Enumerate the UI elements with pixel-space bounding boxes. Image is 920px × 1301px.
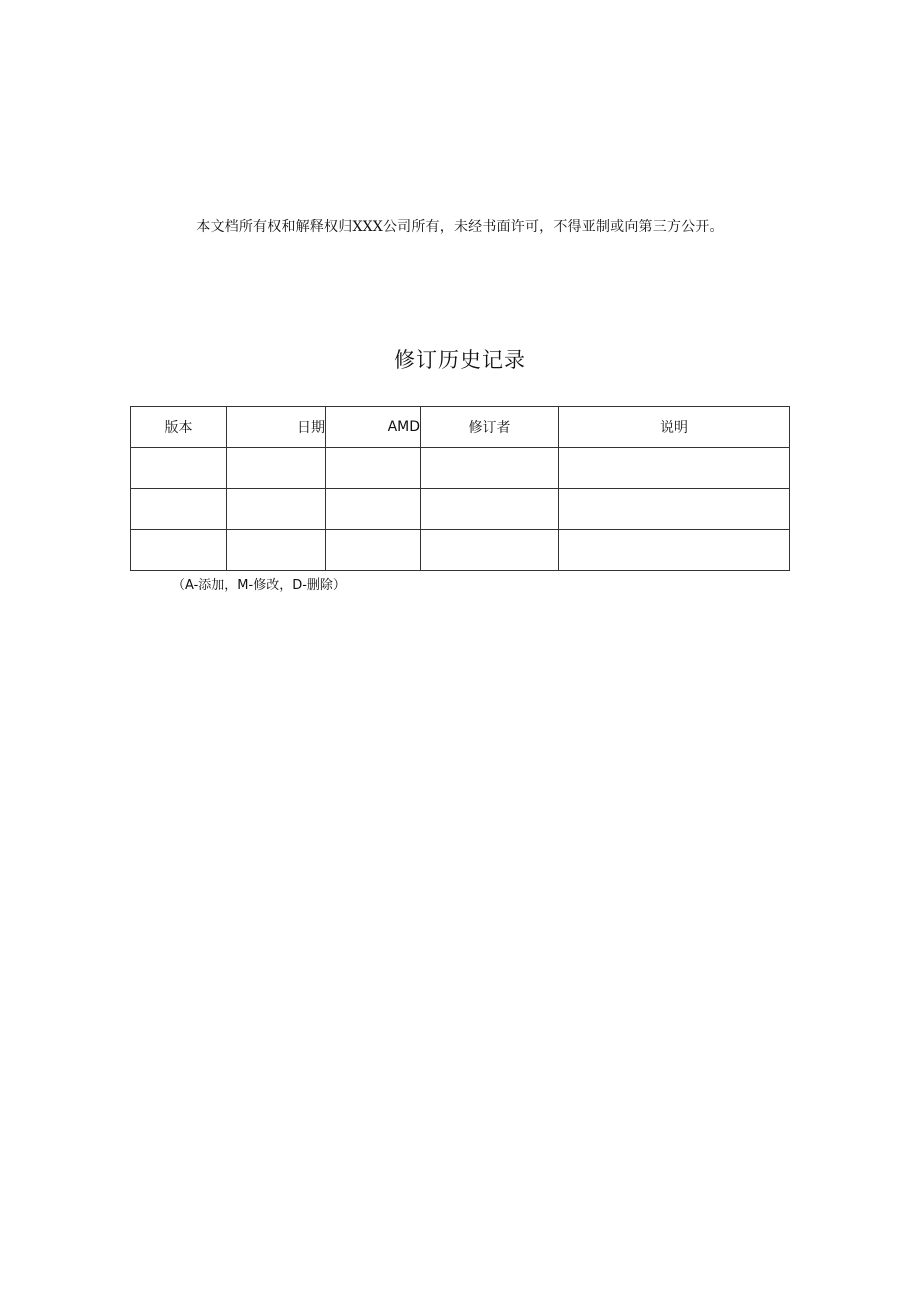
table-row	[131, 530, 790, 571]
table-cell	[421, 448, 559, 489]
table-row	[131, 448, 790, 489]
table-cell	[131, 530, 227, 571]
header-description: 说明	[559, 407, 790, 448]
table-cell	[227, 448, 326, 489]
header-amd: AMD	[326, 407, 421, 448]
table-cell	[326, 489, 421, 530]
table-cell	[326, 530, 421, 571]
header-date: 日期	[227, 407, 326, 448]
table-row	[131, 489, 790, 530]
table-cell	[559, 530, 790, 571]
table-cell	[559, 448, 790, 489]
revision-history-table	[130, 406, 790, 571]
legend-note: （A-添加，M-修改，D-删除）	[172, 578, 346, 593]
table-cell	[227, 489, 326, 530]
copyright-notice: 本文档所有权和解释权归XXX公司所有，未经书面许可，不得亚制或向第三方公开。	[196, 219, 724, 235]
header-reviser: 修订者	[421, 407, 559, 448]
table-cell	[421, 489, 559, 530]
table-cell	[326, 448, 421, 489]
table-cell	[227, 530, 326, 571]
page-title: 修订历史记录	[394, 348, 526, 372]
header-version: 版本	[131, 407, 227, 448]
table-cell	[421, 530, 559, 571]
table-cell	[131, 489, 227, 530]
table-cell	[559, 489, 790, 530]
table-header-row	[131, 407, 790, 448]
table-cell	[131, 448, 227, 489]
